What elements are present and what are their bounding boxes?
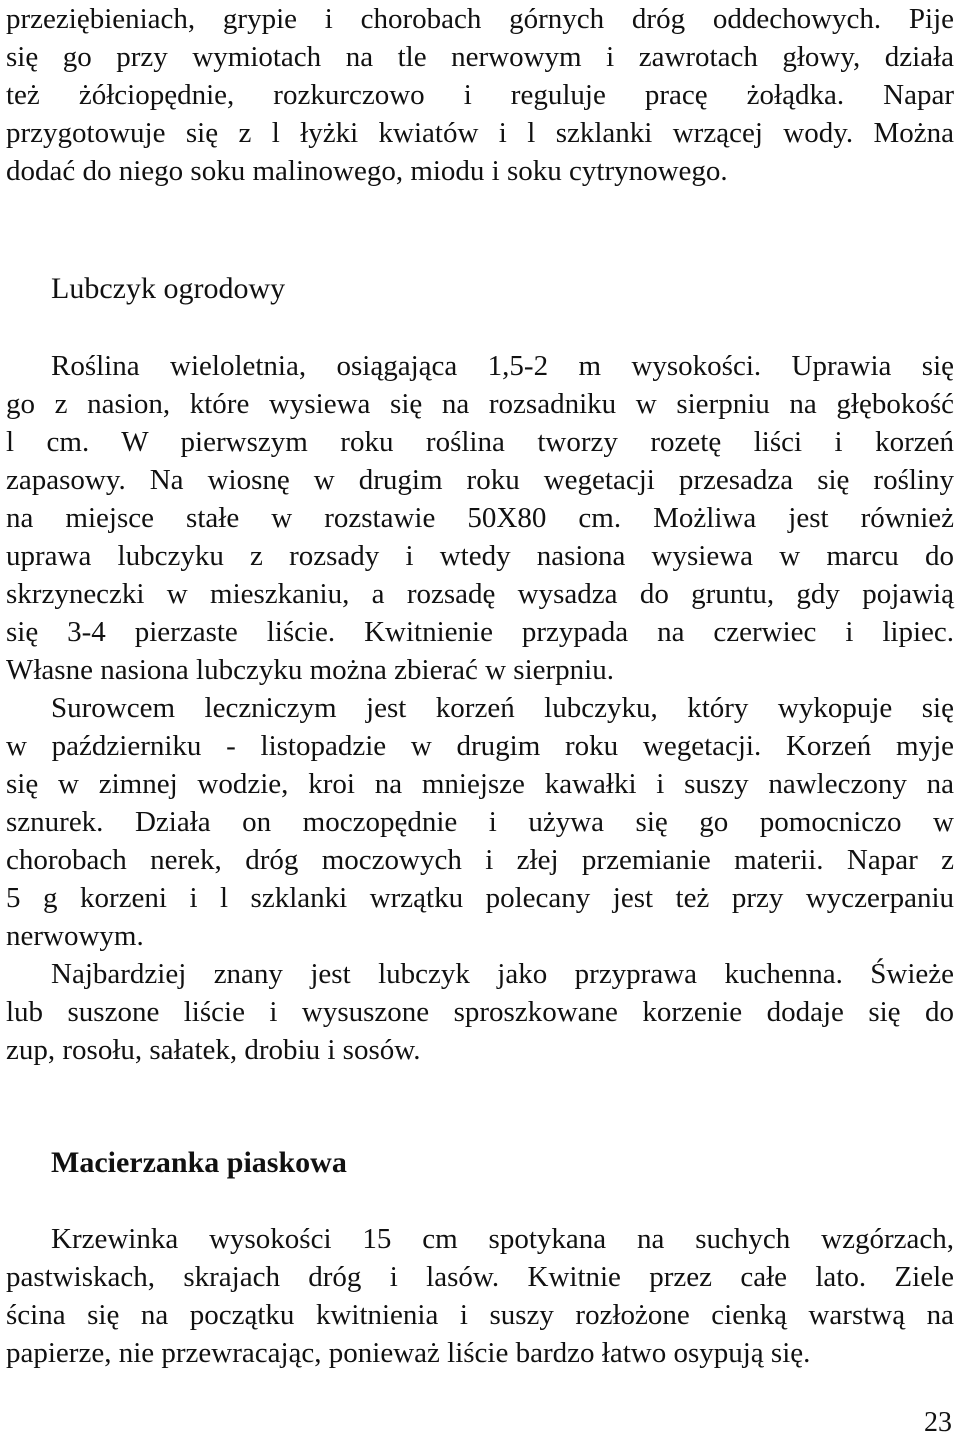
text-line: dodać do niego soku malinowego, miodu i soku cytrynowego. <box>6 155 728 187</box>
text-line: papierze, nie przewracając, ponieważ liście bardzo łatwo osypują się. <box>6 1337 811 1369</box>
text-line: się go przy wymiotach na tle nerwowym i zawrotach głowy, działa <box>6 41 954 73</box>
text-line: zapasowy. Na wiosnę w drugim roku wegetacji przesadza się rośliny <box>6 464 954 496</box>
text-line: Najbardziej znany jest lubczyk jako przyprawa kuchenna. Świeże <box>51 958 954 990</box>
text-line: uprawa lubczyku z rozsady i wtedy nasiona wysiewa w marcu do <box>6 540 954 572</box>
text-line: sznurek. Działa on moczopędnie i używa się go pomocniczo w <box>6 806 954 838</box>
text-line: Surowcem leczniczym jest korzeń lubczyku, który wykopuje się <box>51 692 954 724</box>
text-line: Własne nasiona lubczyku można zbierać w sierpniu. <box>6 654 614 686</box>
text-line: na miejsce stałe w rozstawie 50X80 cm. Możliwa jest również <box>6 502 954 534</box>
text-line: się w zimnej wodzie, kroi na mniejsze kawałki i suszy nawleczony na <box>6 768 954 800</box>
text-line: pastwiskach, skrajach dróg i lasów. Kwitnie przez całe lato. Ziele <box>6 1261 954 1293</box>
page-number: 23 <box>924 1407 952 1438</box>
section-heading-macierzanka: Macierzanka piaskowa <box>51 1146 347 1179</box>
text-line: w październiku - listopadzie w drugim roku wegetacji. Korzeń myje <box>6 730 954 762</box>
text-line: lub suszone liście i wysuszone sproszkowane korzenie dodaje się do <box>6 996 954 1028</box>
section-heading-lubczyk: Lubczyk ogrodowy <box>51 272 286 305</box>
text-line: przygotowuje się z l łyżki kwiatów i l szklanki wrzącej wody. Można <box>6 117 954 149</box>
text-line: nerwowym. <box>6 920 144 952</box>
text-line: chorobach nerek, dróg moczowych i złej przemianie materii. Napar z <box>6 844 954 876</box>
text-line: l cm. W pierwszym roku roślina tworzy rozetę liści i korzeń <box>6 426 954 458</box>
text-line: Krzewinka wysokości 15 cm spotykana na suchych wzgórzach, <box>51 1223 954 1255</box>
text-line: 5 g korzeni i l szklanki wrzątku polecany jest też przy wyczerpaniu <box>6 882 954 914</box>
text-line: przeziębieniach, grypie i chorobach górnych dróg oddechowych. Pije <box>6 3 954 35</box>
text-line: się 3-4 pierzaste liście. Kwitnienie przypada na czerwiec i lipiec. <box>6 616 954 648</box>
text-line: Roślina wieloletnia, osiągająca 1,5-2 m wysokości. Uprawia się <box>51 350 954 382</box>
text-line: go z nasion, które wysiewa się na rozsadniku w sierpniu na głębokość <box>6 388 954 420</box>
text-line: zup, rosołu, sałatek, drobiu i sosów. <box>6 1034 421 1066</box>
text-line: skrzyneczki w mieszkaniu, a rozsadę wysadza do gruntu, gdy pojawią <box>6 578 954 610</box>
text-line: też żółciopędnie, rozkurczowo i reguluje pracę żołądka. Napar <box>6 79 954 111</box>
text-line: ścina się na początku kwitnienia i suszy rozłożone cienką warstwą na <box>6 1299 954 1331</box>
